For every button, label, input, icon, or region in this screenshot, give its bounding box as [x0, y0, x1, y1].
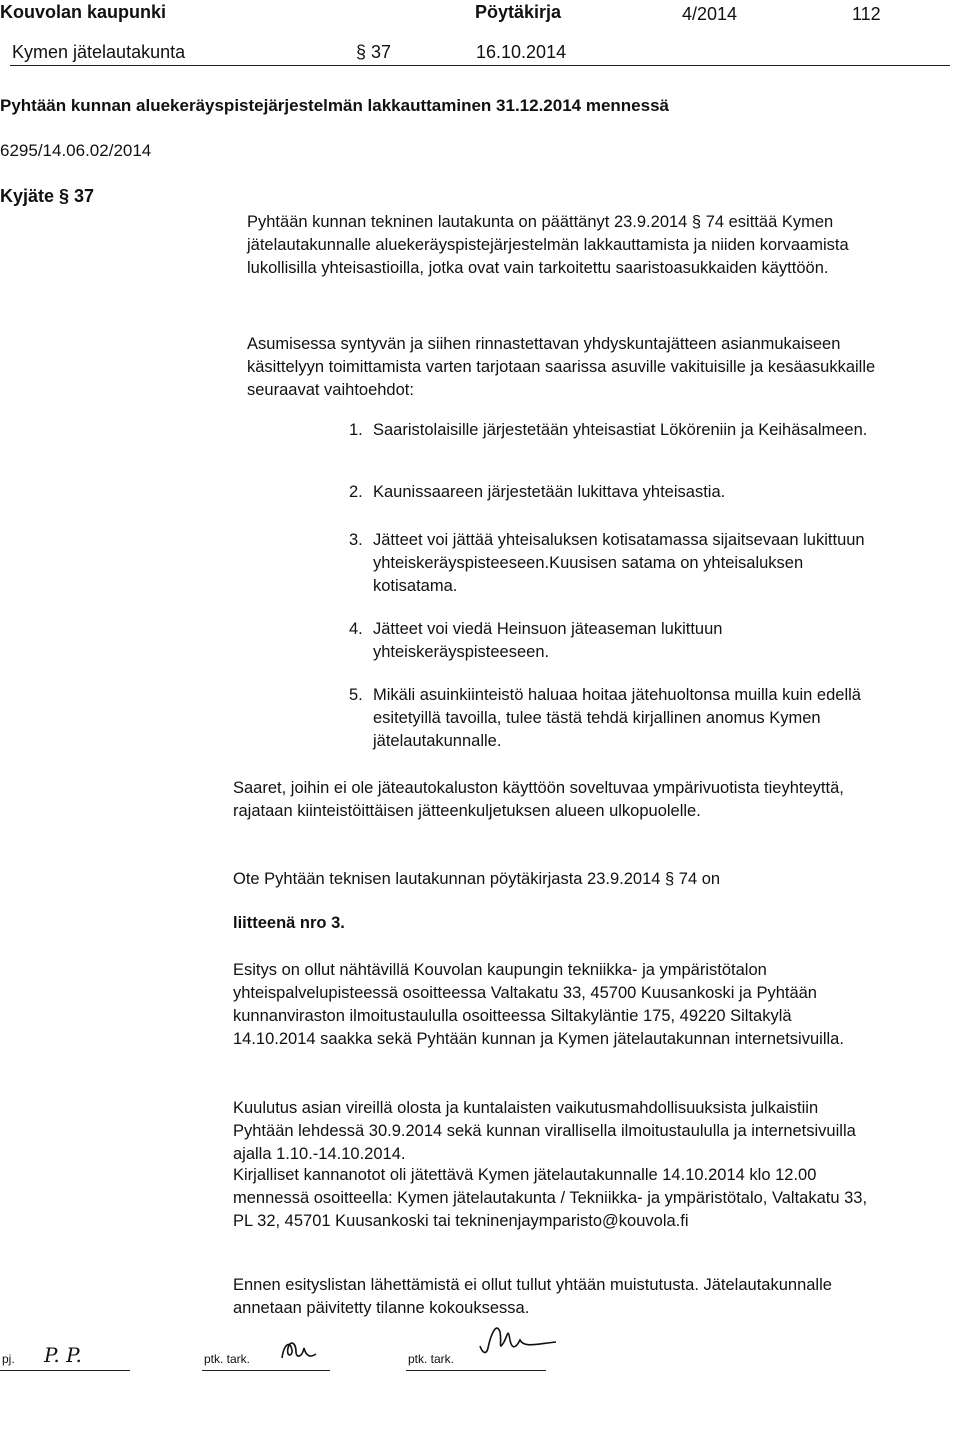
list-item-text: Jätteet voi jättää yhteisaluksen kotisatamassa sijaitsevaan lukittuun yhteiskeräyspisteeseen.Kuusisen satama on yhteisaluksen kotisatama.: [373, 531, 865, 595]
doc-number: 4/2014: [682, 4, 738, 24]
header-rule: [10, 65, 950, 66]
checker1-label: ptk. tark.: [204, 1352, 251, 1366]
list-item-text: Saaristolaisille järjestetään yhteisastiat Lököreniin ja Keihäsalmeen.: [373, 421, 868, 439]
list-item-number: 5.: [349, 686, 363, 704]
reference-number: 6295/14.06.02/2014: [0, 141, 152, 160]
page-number: 112: [852, 4, 881, 24]
list-item-number: 4.: [349, 620, 363, 638]
meeting-date: 16.10.2014: [476, 42, 567, 62]
paragraph-announcement: Kuulutus asian vireillä olosta ja kuntalaisten vaikutusmahdollisuuksista julkaistiin Pyhtään lehdessä 30.9.2014 sekä kunnan virallisella ilmoitustaululla ja internetsivuilla ajalla 1.10.-14.10.2014.: [233, 1099, 856, 1163]
chair-initials: P. P.: [44, 1343, 82, 1367]
list-item-text: Jätteet voi viedä Heinsuon jäteaseman lukittuun yhteiskeräyspisteeseen.: [373, 620, 723, 661]
checker2-signature-line: [406, 1370, 546, 1371]
attachment-note: liitteenä nro 3.: [233, 914, 345, 932]
paragraph-display: Esitys on ollut nähtävillä Kouvolan kaupungin tekniikka- ja ympäristötalon yhteispalvelupisteessä osoitteessa Valtakatu 33, 45700 Kuusankoski ja Pyhtään kunnanviraston ilmoitustaululla osoitteessa Siltakyläntie 175, 49220 Siltakylä 14.10.2014 saakka sekä Pyhtään kunnan ja Kymen jätelautakunnan internetsivuilla.: [233, 961, 844, 1048]
city-name: Kouvolan kaupunki: [0, 2, 167, 22]
checker2-label: ptk. tark.: [408, 1352, 455, 1366]
list-item-number: 3.: [349, 531, 363, 549]
doc-type: Pöytäkirja: [475, 2, 562, 22]
paragraph-islands: Saaret, joihin ei ole jäteautokaluston käyttöön soveltuvaa ympärivuotista tieyhteyttä, rajataan kiinteistöittäisen jätteenkuljetuksen alueen ulkopuolelle.: [233, 779, 844, 820]
paragraph-proposal: Pyhtään kunnan tekninen lautakunta on päättänyt 23.9.2014 § 74 esittää Kymen jätelautakunnalle aluekeräyspistejärjestelmän lakkauttamista ja niiden korvaamista lukollisilla yhteisastioilla, jotka ovat vain tarkoitettu saaristoasukkaiden käyttöön.: [247, 213, 849, 277]
paragraph-options-intro: Asumisessa syntyvän ja siihen rinnastettavan yhdyskuntajätteen asianmukaiseen käsittelyyn toimittamista varten tarjotaan saarissa asuville vakituisille ja kesäasukkaille seuraavat vaihtoehdot:: [247, 335, 876, 399]
checker1-signature: [276, 1336, 320, 1366]
paragraph-reminders: Ennen esityslistan lähettämistä ei ollut tullut yhtään muistutusta. Jätelautakunnalle annetaan päivitetty tilanne kokouksessa.: [233, 1276, 832, 1317]
list-item-text: Mikäli asuinkiinteistö haluaa hoitaa jätehuoltonsa muilla kuin edellä esitetyillä tavoilla, tulee tästä tehdä kirjallinen anomus Kymen jätelautakunnalle.: [373, 686, 861, 750]
checker2-signature: [474, 1318, 560, 1358]
paragraph-statements: Kirjalliset kannanotot oli jätettävä Kymen jätelautakunnalle 14.10.2014 klo 12.00 mennessä osoitteella: Kymen jätelautakunta / Tekniikka- ja ympäristötalo, Valtakatu 33, PL 32, 45701 Kuusankoski tai tekninenjaymparisto@kouvola.fi: [233, 1166, 868, 1230]
list-item-number: 1.: [349, 421, 363, 439]
chair-label: pj.: [2, 1352, 15, 1366]
kyjate-heading: Kyjäte § 37: [0, 186, 95, 206]
section-number: § 37: [356, 42, 392, 62]
page-title: Pyhtään kunnan aluekeräyspistejärjestelmän lakkauttaminen 31.12.2014 mennessä: [0, 96, 670, 115]
list-item-number: 2.: [349, 483, 363, 501]
checker1-signature-line: [202, 1370, 330, 1371]
list-item-text: Kaunissaareen järjestetään lukittava yhteisastia.: [373, 483, 726, 501]
paragraph-excerpt: Ote Pyhtään teknisen lautakunnan pöytäkirjasta 23.9.2014 § 74 on: [233, 870, 721, 888]
chair-signature-line: [0, 1370, 130, 1371]
committee-name: Kymen jätelautakunta: [12, 42, 186, 62]
